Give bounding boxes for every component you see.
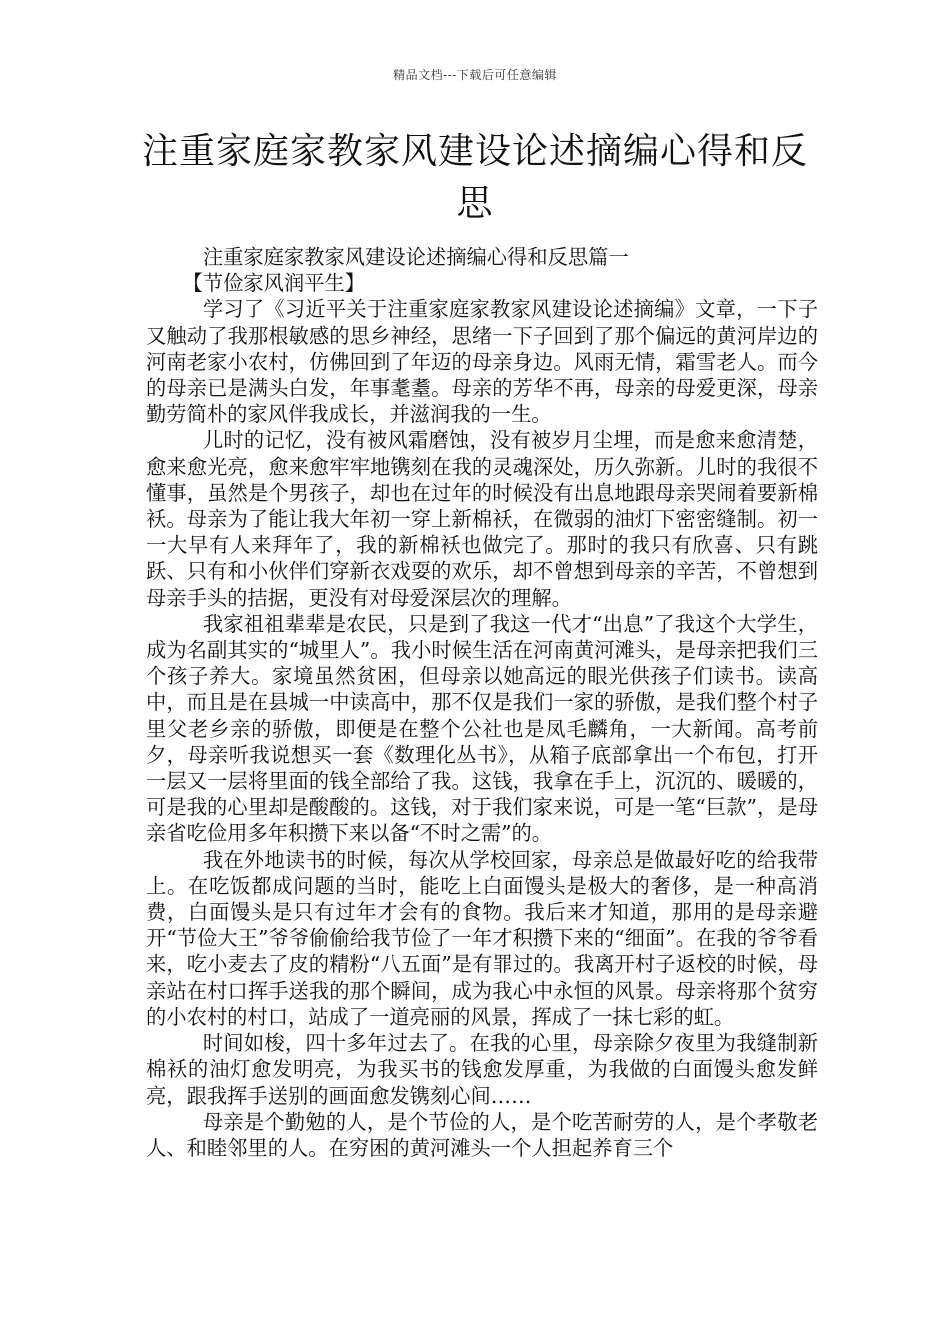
paragraph: 我在外地读书的时候，每次从学校回家，母亲总是做最好吃的给我带上。在吃饭都成问题的当时，能吃上白面馒头是极大的奢侈，是一种高消费，白面馒头是只有过年才会有的食物。我后来才知道，那用的是母亲避开“节俭大王”爷爷偷偷给我节俭了一年才积攒下来的“细面”。在我的爷爷看来，吃小麦去了皮的精粉“八五面”是有罪过的。我离开村子返校的时候，母亲站在村口挥手送我的那个瞬间，成为我心中永恒的风景。母亲将那个贫穷的小农村的村口，站成了一道亮丽的风景，挥成了一抹七彩的虹。 — [146, 847, 818, 1029]
paragraph: 母亲是个勤勉的人，是个节俭的人，是个吃苦耐劳的人，是个孝敬老人、和睦邻里的人。在穷困的黄河滩头一个人担起养育三个 — [146, 1109, 818, 1160]
section-subheading: 【节俭家风润平生】 — [182, 271, 366, 296]
document-body — [146, 244, 818, 1161]
paragraph: 儿时的记忆，没有被风霜磨蚀，没有被岁月尘埋，而是愈来愈清楚，愈来愈光亮，愈来愈牢牢地镌刻在我的灵魂深处，历久弥新。儿时的我很不懂事，虽然是个男孩子，却也在过年的时候没有出息地跟母亲哭闹着要新棉袄。母亲为了能让我大年初一穿上新棉袄，在微弱的油灯下密密缝制。初一一大早有人来拜年了，我的新棉袄也做完了。那时的我只有欣喜、只有跳跃、只有和小伙伴们穿新衣戏耍的欢乐，却不曾想到母亲的辛苦，不曾想到母亲手头的拮据，更没有对母爱深层次的理解。 — [146, 428, 818, 610]
section-title: 注重家庭家教家风建设论述摘编心得和反思篇一 — [202, 245, 629, 269]
paragraph: 我家祖祖辈辈是农民，只是到了我这一代才“出息”了我这个大学生，成为名副其实的“城里人”。我小时候生活在河南黄河滩头，是母亲把我们三个孩子养大。家境虽然贫困，但母亲以她高远的眼光供孩子们读书。读高中，而且是在县城一中读高中，那不仅是我们一家的骄傲，是我们整个村子里父老乡亲的骄傲，即便是在整个公社也是凤毛麟角，一大新闻。高考前夕，母亲听我说想买一套《数理化丛书》，从箱子底部拿出一个布包，打开一层又一层将里面的钱全部给了我。这钱，我拿在手上，沉沉的、暖暖的，可是我的心里却是酸酸的。这钱，对于我们家来说，可是一笔“巨款”，是母亲省吃俭用多年积攒下来以备“不时之需”的。 — [146, 611, 818, 846]
document-title: 注重家庭家教家风建设论述摘编心得和反思 — [141, 131, 808, 224]
paragraph: 学习了《习近平关于注重家庭家教家风建设论述摘编》文章，一下子又触动了我那根敏感的思乡神经，思绪一下子回到了那个偏远的黄河岸边的河南老家小农村，仿佛回到了年迈的母亲身边。风雨无情，霜雪老人。而今的母亲已是满头白发，年事耄耋。母亲的芳华不再，母亲的母爱更深，母亲勤劳简朴的家风伴我成长，并滋润我的一生。 — [146, 297, 818, 427]
page-header: 精品文档---下载后可任意编辑 — [393, 68, 557, 82]
paragraph: 时间如梭，四十多年过去了。在我的心里，母亲除夕夜里为我缝制新棉袄的油灯愈发明亮，为我买书的钱愈发厚重，为我做的白面馒头愈发鲜亮，跟我挥手送别的画面愈发镌刻心间…… — [146, 1031, 818, 1108]
